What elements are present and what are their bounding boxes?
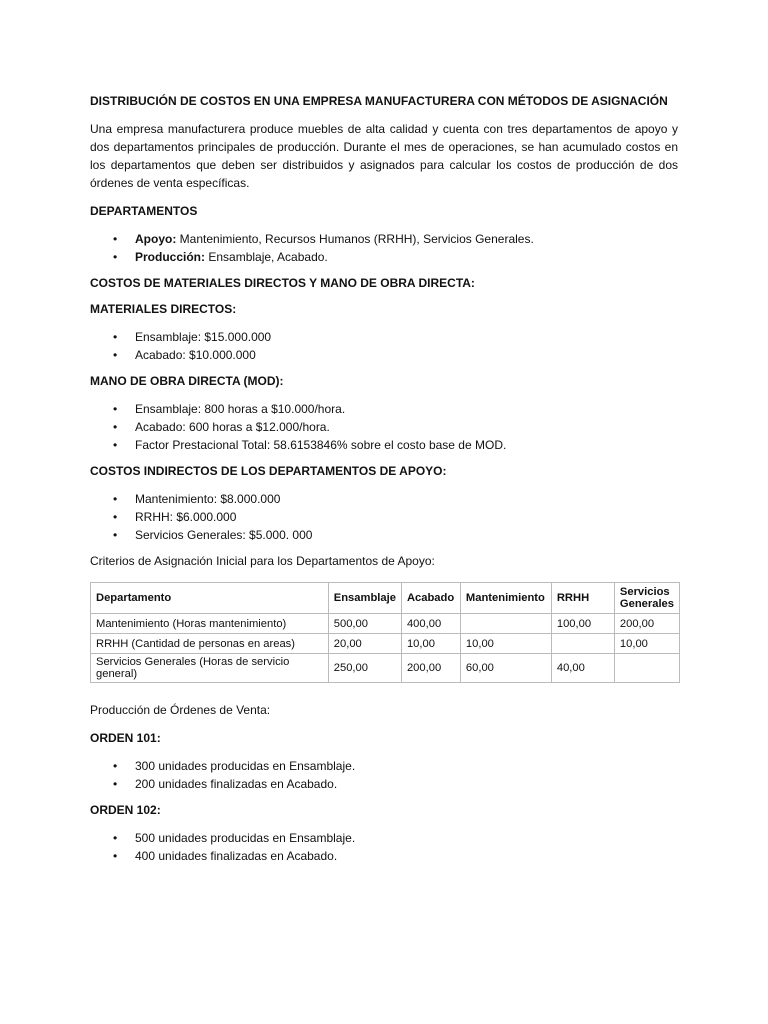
bullet-icon: •	[113, 492, 118, 506]
bullet-icon: •	[113, 438, 118, 452]
table-cell: 500,00	[328, 614, 401, 634]
orden102-list	[90, 829, 678, 865]
item-text: 300 unidades producidas en Ensamblaje.	[135, 759, 356, 773]
list-item	[90, 490, 678, 508]
list-item	[90, 757, 678, 775]
table-cell: 200,00	[401, 654, 460, 683]
table-cell	[551, 634, 614, 654]
table-cell: 60,00	[460, 654, 551, 683]
criterios-label: Criterios de Asignación Inicial para los Departamentos de Apoyo:	[90, 554, 435, 568]
orden101-heading: ORDEN 101:	[90, 731, 161, 745]
item-text: 500 unidades producidas en Ensamblaje.	[135, 831, 356, 845]
list-item	[90, 400, 678, 418]
bullet-icon: •	[113, 330, 118, 344]
list-item	[90, 526, 678, 544]
table-cell: 200,00	[614, 614, 679, 634]
list-item	[90, 508, 678, 526]
table-cell: 20,00	[328, 634, 401, 654]
mod-heading: MANO DE OBRA DIRECTA (MOD):	[90, 374, 284, 388]
item-text: Factor Prestacional Total: 58.6153846% sobre el costo base de MOD.	[135, 438, 507, 452]
list-item	[90, 775, 678, 793]
document-title: DISTRIBUCIÓN DE COSTOS EN UNA EMPRESA MANUFACTURERA CON MÉTODOS DE ASIGNACIÓN	[90, 94, 668, 108]
table-cell: 400,00	[401, 614, 460, 634]
item-text: Acabado: 600 horas a $12.000/hora.	[135, 420, 330, 434]
table-row	[91, 654, 680, 683]
criterios-table	[90, 582, 680, 683]
list-item	[90, 418, 678, 436]
bullet-icon: •	[113, 402, 118, 416]
table-cell: Mantenimiento (Horas mantenimiento)	[91, 614, 329, 634]
list-item	[90, 248, 678, 266]
bullet-icon: •	[113, 510, 118, 524]
table-header: RRHH	[551, 583, 614, 614]
table-header: Acabado	[401, 583, 460, 614]
bullet-icon: •	[113, 777, 118, 791]
table-cell: 40,00	[551, 654, 614, 683]
materiales-list	[90, 328, 678, 364]
list-item	[90, 328, 678, 346]
list-item	[90, 230, 678, 248]
table-header: Servicios Generales	[614, 583, 679, 614]
item-label: Producción:	[135, 250, 206, 264]
table-cell	[614, 654, 679, 683]
intro-paragraph: Una empresa manufacturera produce muebles de alta calidad y cuenta con tres departamentos de apoyo y dos departamentos principales de producción. Durante el mes de operaciones, se han acumulado costos en los departamentos que deben ser distribuidos y asignados para calcular los costos de producción de dos órdenes de venta específicas.	[90, 122, 678, 190]
list-item	[90, 847, 678, 865]
list-item	[90, 436, 678, 454]
table-header: Departamento	[91, 583, 329, 614]
table-header: Mantenimiento	[460, 583, 551, 614]
table-row	[91, 634, 680, 654]
indirectos-heading: COSTOS INDIRECTOS DE LOS DEPARTAMENTOS DE APOYO:	[90, 464, 447, 478]
item-text: Ensamblaje: 800 horas a $10.000/hora.	[135, 402, 346, 416]
item-label: Apoyo:	[135, 232, 177, 246]
item-text: 200 unidades finalizadas en Acabado.	[135, 777, 338, 791]
mod-list	[90, 400, 678, 454]
list-item	[90, 829, 678, 847]
item-text: Servicios Generales: $5.000. 000	[135, 528, 313, 542]
table-cell: 10,00	[460, 634, 551, 654]
bullet-icon: •	[113, 759, 118, 773]
table-cell	[460, 614, 551, 634]
departamentos-heading: DEPARTAMENTOS	[90, 204, 198, 218]
document-page	[90, 84, 678, 875]
produccion-label: Producción de Órdenes de Venta:	[90, 703, 271, 717]
item-text: 400 unidades finalizadas en Acabado.	[135, 849, 338, 863]
materiales-heading: MATERIALES DIRECTOS:	[90, 302, 237, 316]
item-text: Ensamblaje: $15.000.000	[135, 330, 272, 344]
list-item	[90, 346, 678, 364]
bullet-icon: •	[113, 232, 118, 246]
table-cell: 100,00	[551, 614, 614, 634]
orden102-heading: ORDEN 102:	[90, 803, 161, 817]
bullet-icon: •	[113, 849, 118, 863]
table-cell: 10,00	[401, 634, 460, 654]
bullet-icon: •	[113, 348, 118, 362]
item-text: Mantenimiento: $8.000.000	[135, 492, 281, 506]
orden101-list	[90, 757, 678, 793]
table-header-row	[91, 583, 680, 614]
bullet-icon: •	[113, 250, 118, 264]
bullet-icon: •	[113, 831, 118, 845]
table-cell: RRHH (Cantidad de personas en areas)	[91, 634, 329, 654]
table-cell: Servicios Generales (Horas de servicio general)	[91, 654, 329, 683]
item-text: RRHH: $6.000.000	[135, 510, 237, 524]
costos-heading: COSTOS DE MATERIALES DIRECTOS Y MANO DE OBRA DIRECTA:	[90, 276, 475, 290]
bullet-icon: •	[113, 528, 118, 542]
item-text: Ensamblaje, Acabado.	[205, 250, 328, 264]
table-cell: 250,00	[328, 654, 401, 683]
indirectos-list	[90, 490, 678, 544]
table-row	[91, 614, 680, 634]
bullet-icon: •	[113, 420, 118, 434]
item-text: Mantenimiento, Recursos Humanos (RRHH), Servicios Generales.	[176, 232, 534, 246]
item-text: Acabado: $10.000.000	[135, 348, 256, 362]
departamentos-list	[90, 230, 678, 266]
table-cell: 10,00	[614, 634, 679, 654]
table-header: Ensamblaje	[328, 583, 401, 614]
